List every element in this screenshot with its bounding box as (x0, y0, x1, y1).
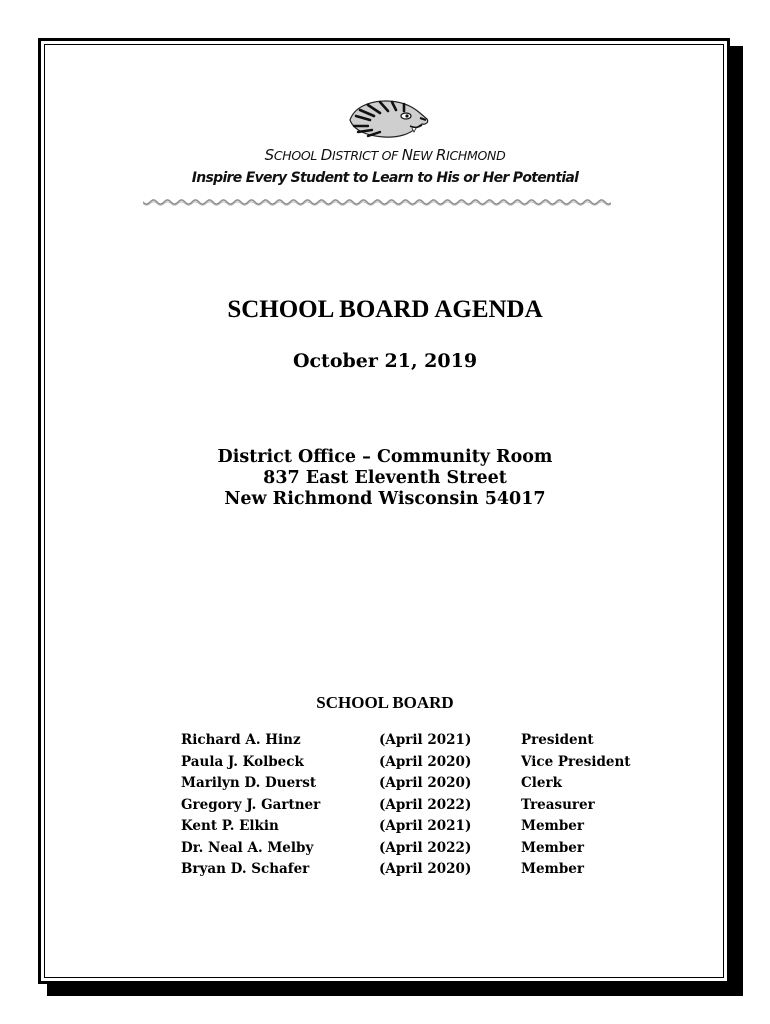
district-name-part: ICHMOND (446, 148, 506, 163)
member-role: President (521, 732, 594, 748)
member-name: Gregory J. Gartner (181, 796, 321, 813)
member-name: Kent P. Elkin (181, 818, 279, 834)
member-term: (April 2021) (379, 732, 472, 748)
district-name (0, 146, 770, 164)
location-line-3: New Richmond Wisconsin 54017 (224, 489, 546, 509)
district-name-part: N (401, 146, 413, 164)
member-name: Bryan D. Schafer (181, 861, 310, 877)
member-name: Richard A. Hinz (181, 732, 301, 748)
mission-statement: Inspire Every Student to Learn to His or Her Potential (191, 170, 579, 186)
tiger-head-icon (346, 98, 430, 142)
board-member-list (181, 730, 661, 881)
member-term: (April 2020) (379, 861, 472, 877)
member-role: Member (521, 861, 584, 877)
member-row (181, 838, 661, 860)
member-term: (April 2020) (379, 753, 472, 770)
district-name-part: D (320, 146, 333, 164)
member-term: (April 2021) (379, 818, 472, 834)
member-row (181, 773, 661, 795)
member-name: Marilyn D. Duerst (181, 775, 317, 791)
meeting-date: October 21, 2019 (292, 350, 478, 372)
member-term: (April 2020) (379, 775, 472, 791)
district-name-part: CHOOL (273, 148, 321, 163)
district-name-part: ISTRICT OF (332, 148, 402, 163)
member-role: Member (521, 818, 584, 834)
member-role: Member (521, 839, 584, 856)
board-heading: SCHOOL BOARD (316, 693, 454, 712)
district-name-part: R (435, 146, 447, 164)
meeting-location (0, 447, 770, 510)
decorative-wave-divider (143, 196, 611, 208)
location-line-1: District Office – Community Room (217, 447, 553, 467)
member-name: Dr. Neal A. Melby (181, 839, 314, 856)
location-line-2: 837 East Eleventh Street (263, 468, 507, 488)
member-role: Treasurer (521, 796, 595, 813)
member-name: Paula J. Kolbeck (181, 753, 304, 770)
district-name-part: EW (412, 148, 436, 163)
member-role: Clerk (521, 775, 562, 791)
member-role: Vice President (521, 753, 631, 770)
member-row (181, 752, 661, 774)
member-row (181, 795, 661, 817)
member-row (181, 859, 661, 881)
member-row (181, 730, 661, 752)
agenda-title: SCHOOL BOARD AGENDA (227, 296, 543, 323)
member-row (181, 816, 661, 838)
member-term: (April 2022) (379, 839, 472, 856)
district-name-part: S (264, 146, 274, 164)
member-term: (April 2022) (379, 796, 472, 813)
